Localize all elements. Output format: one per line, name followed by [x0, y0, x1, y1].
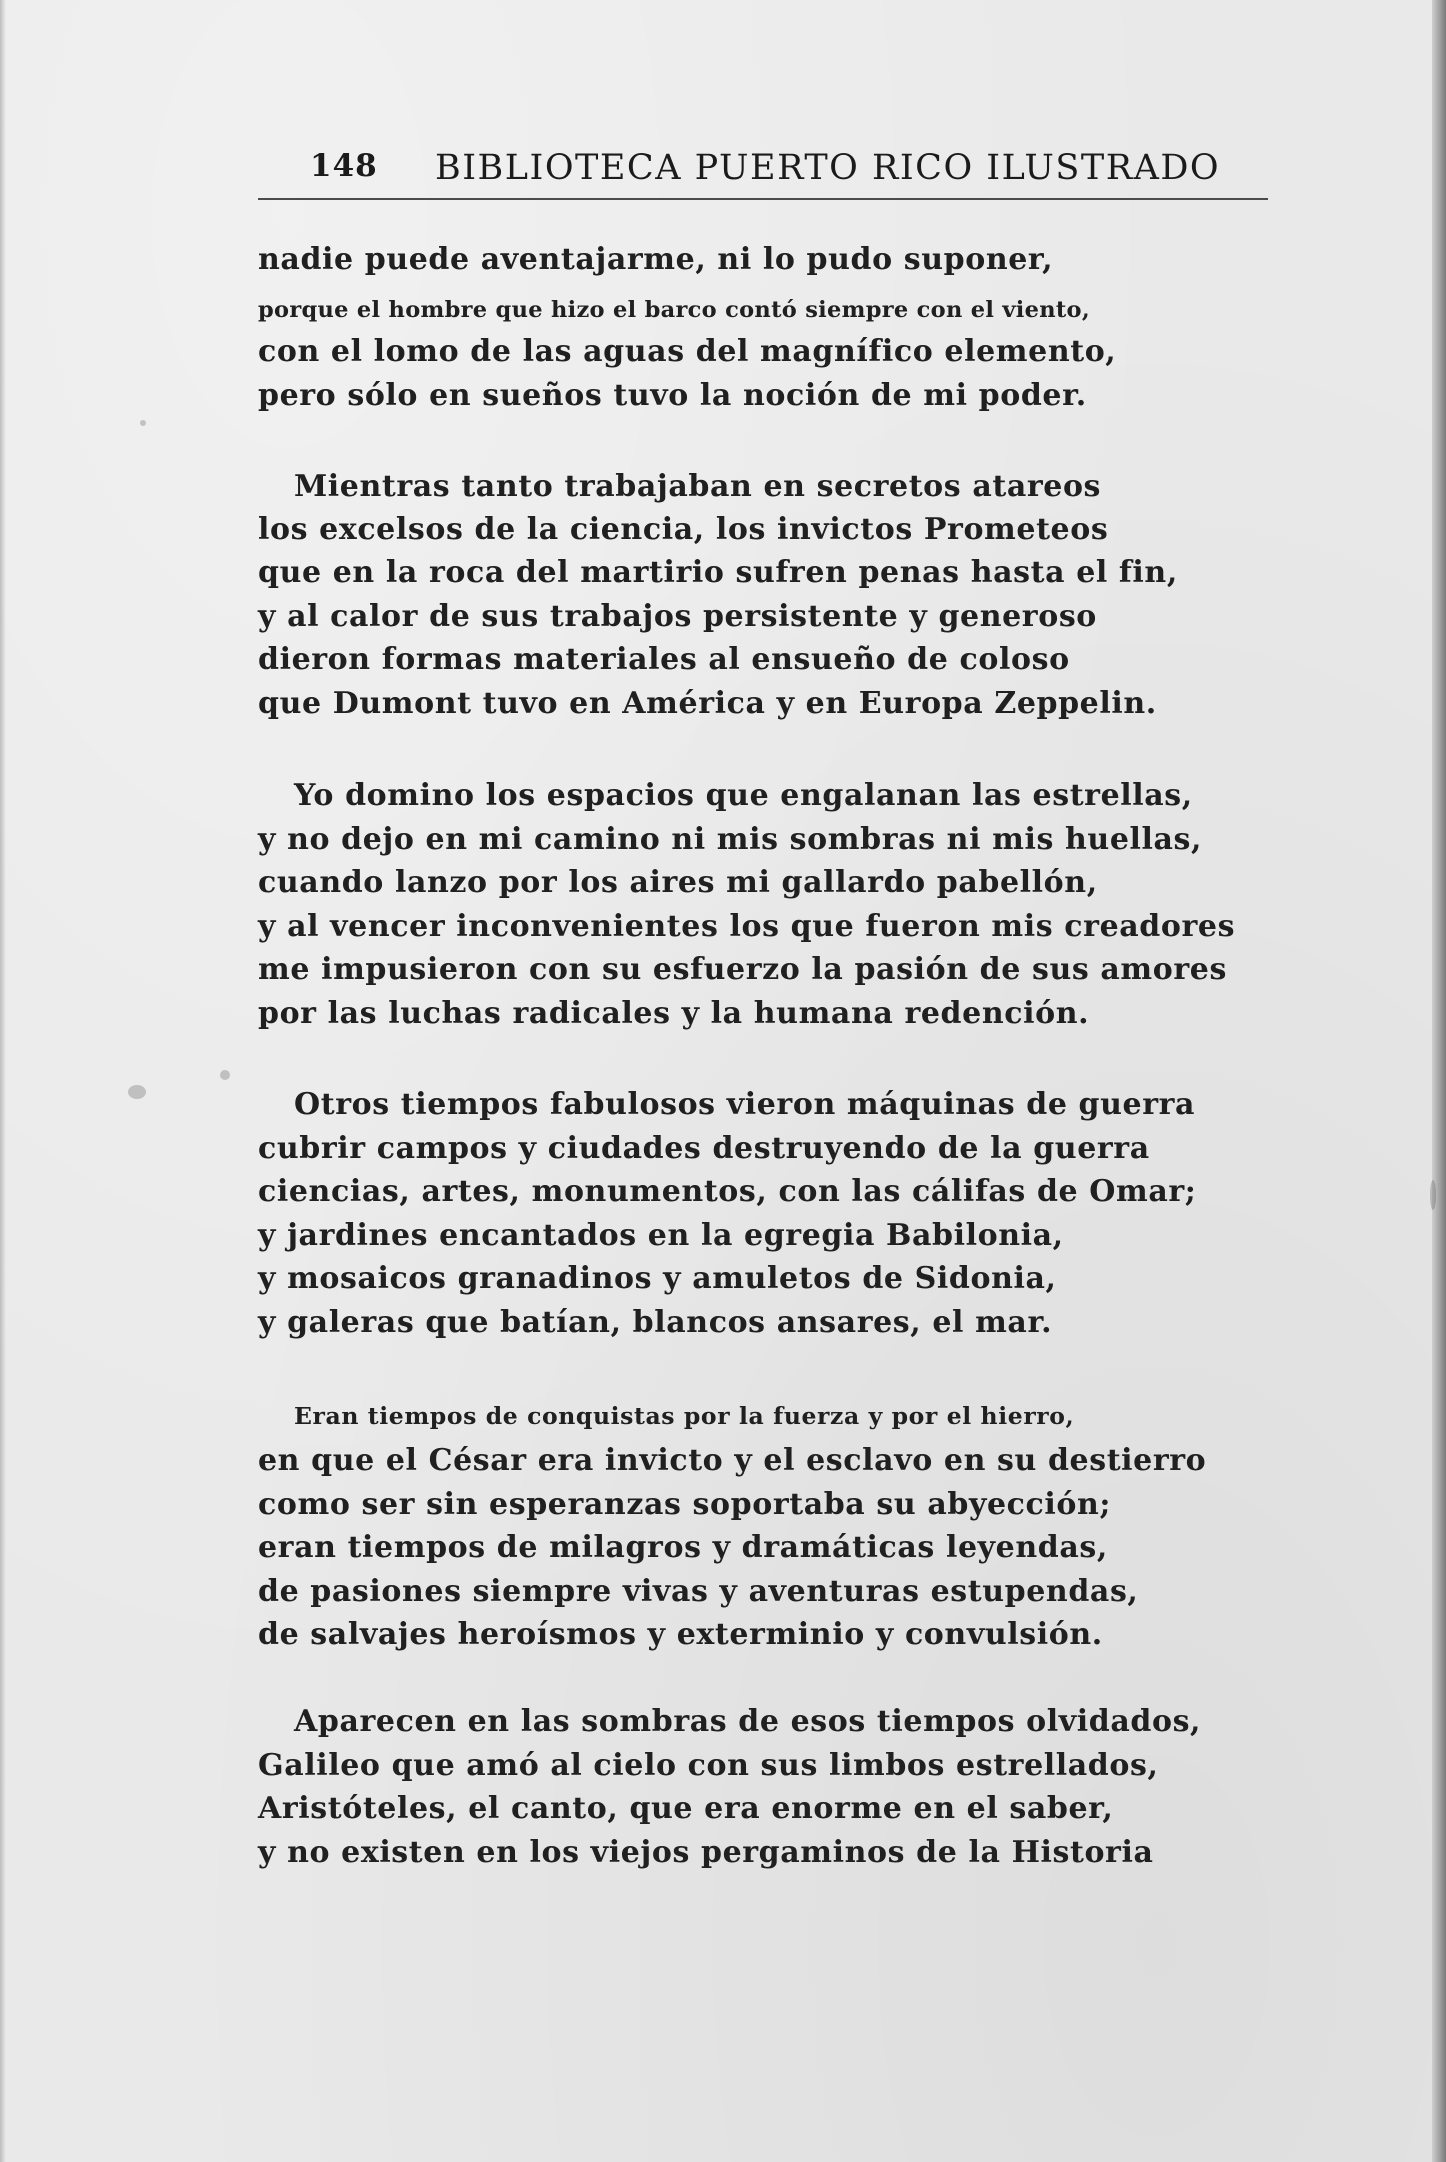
verse-line: Mientras tanto trabajaban en secretos atareos [294, 469, 1102, 504]
verse-line: me impusieron con su esfuerzo la pasión de sus amores [258, 952, 1227, 987]
verse-line: de pasiones siempre vivas y aventuras estupendas, [258, 1574, 1139, 1609]
verse-line: y galeras que batían, blancos ansares, el mar. [258, 1305, 1053, 1340]
verse-line: cuando lanzo por los aires mi gallardo pabellón, [258, 865, 1098, 900]
scan-speck [1430, 1180, 1436, 1210]
verse-line: con el lomo de las aguas del magnífico elemento, [258, 334, 1117, 369]
verse-line: Eran tiempos de conquistas por la fuerza y por el hierro, [294, 1402, 1075, 1430]
verse-line: como ser sin esperanzas soportaba su abyección; [258, 1487, 1112, 1522]
verse-line: y al vencer inconvenientes los que fueron mis creadores [258, 909, 1236, 944]
page-left-edge [0, 0, 6, 2162]
verse-line: de salvajes heroísmos y exterminio y convulsión. [258, 1617, 1103, 1652]
page-right-edge-shadow [1432, 0, 1446, 2162]
verse-line: eran tiempos de milagros y dramáticas leyendas, [258, 1530, 1108, 1565]
page-number: 148 [310, 148, 378, 184]
verse-line: ciencias, artes, monumentos, con las cálifas de Omar; [258, 1174, 1197, 1209]
verse-line: por las luchas radicales y la humana redención. [258, 996, 1090, 1031]
scan-speck [140, 420, 146, 426]
verse-line: nadie puede aventajarme, ni lo pudo suponer, [258, 242, 1054, 277]
verse-line: los excelsos de la ciencia, los invictos Prometeos [258, 512, 1109, 547]
header-rule [258, 198, 1268, 200]
running-title: BIBLIOTECA PUERTO RICO ILUSTRADO [435, 148, 1221, 188]
verse-line: dieron formas materiales al ensueño de coloso [258, 642, 1070, 677]
verse-line: y no dejo en mi camino ni mis sombras ni mis huellas, [258, 822, 1203, 857]
verse-line: cubrir campos y ciudades destruyendo de la guerra [258, 1131, 1150, 1166]
verse-line: en que el César era invicto y el esclavo en su destierro [258, 1443, 1207, 1478]
page-header [265, 140, 1265, 190]
verse-line: Galileo que amó al cielo con sus limbos estrellados, [258, 1748, 1159, 1783]
verse-line: y no existen en los viejos pergaminos de la Historia [258, 1835, 1154, 1870]
verse-line: pero sólo en sueños tuvo la noción de mi poder. [258, 378, 1087, 413]
verse-line: Aristóteles, el canto, que era enorme en el saber, [258, 1791, 1114, 1826]
verse-line: que Dumont tuvo en América y en Europa Zeppelin. [258, 686, 1157, 721]
verse-line: Aparecen en las sombras de esos tiempos olvidados, [294, 1704, 1202, 1739]
verse-line: y al calor de sus trabajos persistente y generoso [258, 599, 1097, 634]
verse-line: Yo domino los espacios que engalanan las estrellas, [294, 778, 1193, 813]
verse-line: Otros tiempos fabulosos vieron máquinas de guerra [294, 1087, 1196, 1122]
scan-speck [128, 1085, 146, 1099]
verse-line: y mosaicos granadinos y amuletos de Sidonia, [258, 1261, 1057, 1296]
verse-line: porque el hombre que hizo el barco contó siempre con el viento, [258, 297, 1090, 323]
verse-line: y jardines encantados en la egregia Babilonia, [258, 1218, 1064, 1253]
scan-speck [220, 1070, 230, 1080]
verse-line: que en la roca del martirio sufren penas hasta el fin, [258, 555, 1178, 590]
